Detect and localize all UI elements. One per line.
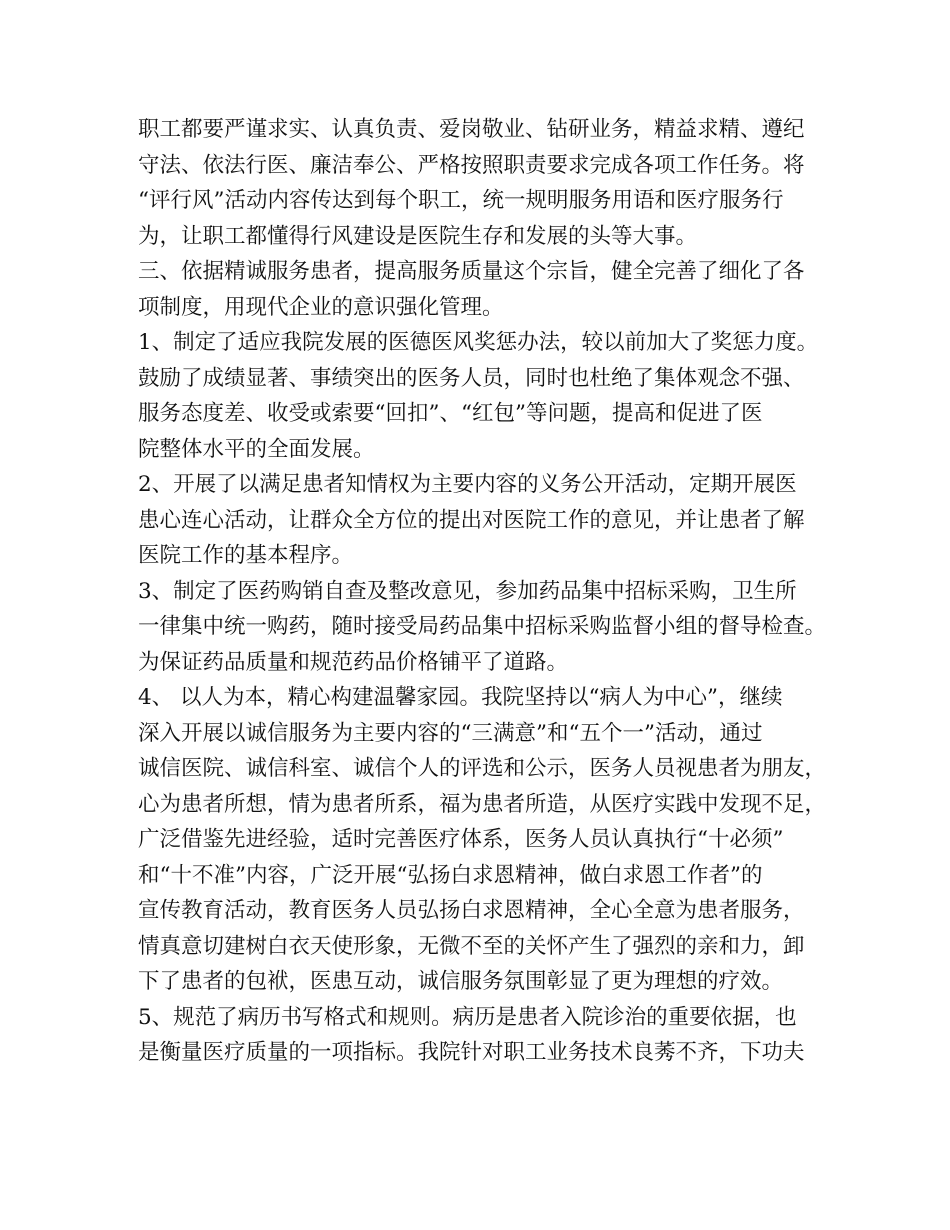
text-line: 宣传教育活动，教育医务人员弘扬白求恩精神，全心全意为患者服务， xyxy=(138,898,805,923)
text-line: 医院工作的基本程序。 xyxy=(138,543,354,568)
text-line: 和“十不准”内容，广泛开展“弘扬白求恩精神，做白求恩工作者”的 xyxy=(138,862,763,888)
text-line: 患心连心活动，让群众全方位的提出对医院工作的意见，并让患者了解 xyxy=(138,507,805,533)
text-line: 为，让职工都懂得行风建设是医院生存和发展的头等大事。 xyxy=(138,223,698,249)
text-line: 下了患者的包袱，医患互动，诚信服务氛围彰显了更为理想的疗效。 xyxy=(138,969,784,994)
text-line: 4、 以人为本，精心构建温馨家园。我院坚持以“病人为中心”，继续 xyxy=(138,685,783,710)
text-line: 服务态度差、收受或索要“回扣”、“红包”等问题，提高和促进了医 xyxy=(138,401,763,426)
text-line: 院整体水平的全面发展。 xyxy=(138,436,375,462)
text-line: 是衡量医疗质量的一项指标。我院针对职工业务技术良莠不齐，下功夫 xyxy=(138,1040,805,1065)
text-line: 3、制定了医药购销自查及整改意见，参加药品集中招标采购，卫生所 xyxy=(138,578,797,604)
text-line: 鼓励了成绩显著、事绩突出的医务人员，同时也杜绝了集体观念不强、 xyxy=(138,365,805,391)
text-line: 诚信医院、诚信科室、诚信个人的评选和公示，医务人员视患者为朋友， xyxy=(138,756,827,781)
text-line: 5、规范了病历书写格式和规则。病历是患者入院诊治的重要依据，也 xyxy=(138,1004,797,1030)
document-body xyxy=(138,112,828,1071)
text-line: “评行风”活动内容传达到每个职工，统一规明服务用语和医疗服务行 xyxy=(138,188,784,213)
text-line: 心为患者所想，情为患者所系，福为患者所造，从医疗实践中发现不足， xyxy=(138,791,827,817)
text-line: 2、开展了以满足患者知情权为主要内容的义务公开活动，定期开展医 xyxy=(138,472,797,497)
text-line: 项制度，用现代企业的意识强化管理。 xyxy=(138,294,504,320)
text-line: 1、制定了适应我院发展的医德医风奖惩办法，较以前加大了奖惩力度。 xyxy=(138,330,819,355)
text-line: 为保证药品质量和规范药品价格铺平了道路。 xyxy=(138,649,569,675)
text-line: 深入开展以诚信服务为主要内容的“三满意”和“五个一”活动，通过 xyxy=(138,720,763,746)
text-line: 守法、依法行医、廉洁奉公、严格按照职责要求完成各项工作任务。将 xyxy=(138,152,805,178)
text-line: 情真意切建树白衣天使形象，无微不至的关怀产生了强烈的亲和力，卸 xyxy=(138,933,805,959)
text-line: 广泛借鉴先进经验，适时完善医疗体系，医务人员认真执行“十必须” xyxy=(138,827,784,852)
text-line: 一律集中统一购药，随时接受局药品集中招标采购监督小组的督导检查。 xyxy=(138,614,827,639)
text-line: 三、依据精诚服务患者，提高服务质量这个宗旨，健全完善了细化了各 xyxy=(138,259,805,284)
text-line: 职工都要严谨求实、认真负责、爱岗敬业、钻研业务，精益求精、遵纪 xyxy=(138,117,805,142)
